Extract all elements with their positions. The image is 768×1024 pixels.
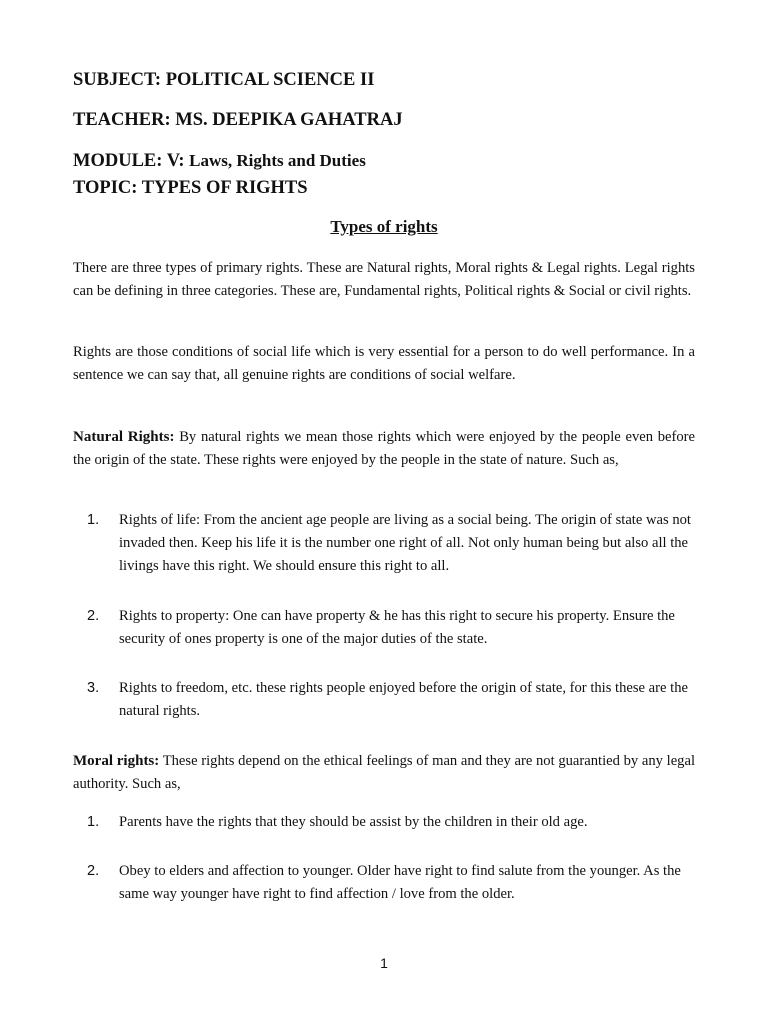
list-text: Rights to freedom, etc. these rights people enjoyed before the origin of state, for this these are the natural rights.	[119, 680, 688, 719]
list-text: Rights to property: One can have property & he has this right to secure his property. Ensure the security of ones property is one of the major duties of the state.	[119, 608, 675, 647]
intro-paragraph: There are three types of primary rights. These are Natural rights, Moral rights & Legal rights. Legal rights can be defining in three categories. These are, Fundamental rights, Political rights & Social or civil rights.	[73, 260, 695, 299]
moral-rights-heading: Moral rights:	[73, 753, 160, 769]
list-number: 2.	[87, 608, 100, 624]
page-number: 1	[380, 955, 388, 971]
natural-rights-text: By natural rights we mean those rights which were enjoyed by the people even before the origin of the state. These rights were enjoyed by the people in the state of nature. Such as,	[73, 429, 695, 468]
list-number: 3.	[87, 680, 100, 696]
module-heading	[73, 150, 366, 172]
module-prefix: MODULE: V:	[73, 151, 190, 171]
topic-heading: TOPIC: TYPES OF RIGHTS	[73, 178, 308, 198]
list-text: Obey to elders and affection to younger. Older have right to find salute from the younger. As the same way younger have right to find affection / love from the older.	[119, 863, 681, 902]
moral-rights-text: These rights depend on the ethical feelings of man and they are not guarantied by any legal authority. Such as,	[73, 753, 696, 792]
subject-heading: SUBJECT: POLITICAL SCIENCE II	[73, 70, 375, 90]
natural-rights-heading: Natural Rights:	[73, 429, 175, 445]
teacher-heading: TEACHER: MS. DEEPIKA GAHATRAJ	[73, 110, 403, 130]
list-number: 1.	[87, 512, 100, 528]
list-number: 2.	[87, 863, 100, 879]
moral-rights-paragraph	[73, 750, 695, 796]
list-text: Parents have the rights that they should be assist by the children in their old age.	[119, 814, 588, 830]
list-number: 1.	[87, 814, 100, 830]
module-name: Laws, Rights and Duties	[189, 151, 366, 170]
document-title: Types of rights	[330, 217, 438, 236]
natural-rights-paragraph	[73, 426, 695, 472]
list-text: Rights of life: From the ancient age people are living as a social being. The origin of state was not invaded then. Keep his life it is the number one right of all. Not only human being but also all the livings have this right. We should ensure this right to all.	[119, 512, 691, 574]
definition-paragraph: Rights are those conditions of social life which is very essential for a person to do well performance. In a sentence we can say that, all genuine rights are conditions of social welfare.	[73, 344, 695, 383]
